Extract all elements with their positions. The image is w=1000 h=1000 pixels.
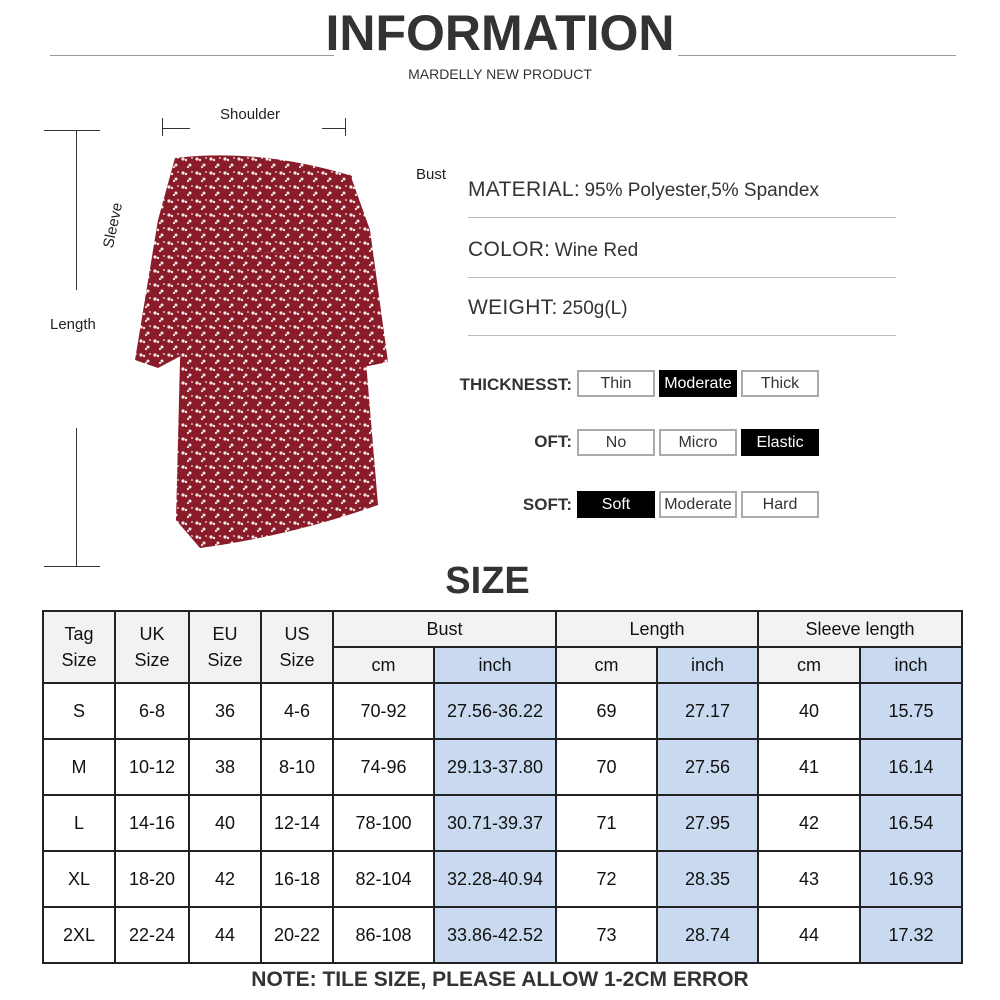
cell-uk: 10-12	[115, 739, 189, 795]
cell-length-cm: 69	[556, 683, 657, 739]
cell-length-inch: 28.35	[657, 851, 758, 907]
cell-length-inch: 27.95	[657, 795, 758, 851]
soft-option-moderate: Moderate	[659, 491, 737, 518]
cell-length-cm: 73	[556, 907, 657, 963]
header-sleeve-length: Sleeve length	[758, 611, 962, 647]
color-row	[468, 238, 896, 278]
cell-sleeve-inch: 16.54	[860, 795, 962, 851]
header-length-cm: cm	[556, 647, 657, 683]
cell-length-inch: 27.56	[657, 739, 758, 795]
material-value: 95% Polyester,5% Spandex	[584, 180, 819, 201]
cell-sleeve-cm: 42	[758, 795, 860, 851]
bust-label: Bust	[416, 166, 447, 183]
cell-length-cm: 72	[556, 851, 657, 907]
table-row	[43, 851, 962, 907]
table-row	[43, 907, 962, 963]
header-length-inch: inch	[657, 647, 758, 683]
cell-tag: XL	[43, 851, 115, 907]
cell-bust-inch: 33.86-42.52	[434, 907, 556, 963]
cell-bust-cm: 86-108	[333, 907, 434, 963]
header-us-size: US Size	[261, 611, 333, 683]
cell-length-cm: 71	[556, 795, 657, 851]
cell-eu: 42	[189, 851, 261, 907]
header-sleeve-cm: cm	[758, 647, 860, 683]
oft-option-no: No	[577, 429, 655, 456]
cell-sleeve-cm: 43	[758, 851, 860, 907]
soft-option-soft: Soft	[577, 491, 655, 518]
table-row	[43, 795, 962, 851]
cell-tag: 2XL	[43, 907, 115, 963]
thickness-option-thick: Thick	[741, 370, 819, 397]
header-length: Length	[556, 611, 758, 647]
cell-bust-inch: 27.56-36.22	[434, 683, 556, 739]
size-table	[42, 610, 963, 964]
color-value: Wine Red	[554, 240, 639, 261]
thickness-option-thin: Thin	[577, 370, 655, 397]
table-row	[43, 683, 962, 739]
header-bust-inch: inch	[434, 647, 556, 683]
cell-tag: M	[43, 739, 115, 795]
cell-sleeve-inch: 17.32	[860, 907, 962, 963]
color-key: COLOR:	[468, 238, 551, 261]
weight-row	[468, 296, 896, 336]
cell-us: 8-10	[261, 739, 333, 795]
cell-length-cm: 70	[556, 739, 657, 795]
shoulder-label: Shoulder	[220, 106, 281, 123]
oft-option-micro: Micro	[659, 429, 737, 456]
cell-sleeve-inch: 16.93	[860, 851, 962, 907]
header-eu-size: EU Size	[189, 611, 261, 683]
cell-us: 16-18	[261, 851, 333, 907]
header-bust: Bust	[333, 611, 556, 647]
cell-us: 20-22	[261, 907, 333, 963]
cell-sleeve-inch: 15.75	[860, 683, 962, 739]
cell-sleeve-cm: 40	[758, 683, 860, 739]
cell-sleeve-cm: 44	[758, 907, 860, 963]
header-bust-cm: cm	[333, 647, 434, 683]
cell-uk: 14-16	[115, 795, 189, 851]
weight-key: WEIGHT:	[468, 296, 558, 319]
length-label: Length	[50, 316, 96, 333]
soft-option-hard: Hard	[741, 491, 819, 518]
dress-diagram	[40, 100, 460, 570]
weight-value: 250g(L)	[562, 298, 628, 319]
cell-uk: 6-8	[115, 683, 189, 739]
page-title: INFORMATION	[325, 5, 675, 61]
cell-sleeve-inch: 16.14	[860, 739, 962, 795]
cell-tag: S	[43, 683, 115, 739]
cell-tag: L	[43, 795, 115, 851]
oft-label: OFT:	[534, 432, 572, 451]
cell-us: 12-14	[261, 795, 333, 851]
material-row	[468, 178, 896, 218]
cell-bust-cm: 78-100	[333, 795, 434, 851]
header-tag-size: Tag Size	[43, 611, 115, 683]
cell-bust-inch: 29.13-37.80	[434, 739, 556, 795]
cell-eu: 36	[189, 683, 261, 739]
material-key: MATERIAL:	[468, 178, 580, 201]
oft-option-elastic: Elastic	[741, 429, 819, 456]
cell-uk: 22-24	[115, 907, 189, 963]
header-uk-size: UK Size	[115, 611, 189, 683]
page-subtitle: MARDELLY NEW PRODUCT	[408, 66, 592, 82]
dress-illustration	[40, 100, 460, 570]
cell-uk: 18-20	[115, 851, 189, 907]
cell-us: 4-6	[261, 683, 333, 739]
cell-bust-cm: 70-92	[333, 683, 434, 739]
cell-eu: 44	[189, 907, 261, 963]
title-divider-right	[678, 55, 956, 56]
cell-bust-inch: 30.71-39.37	[434, 795, 556, 851]
cell-eu: 38	[189, 739, 261, 795]
header-sleeve-inch: inch	[860, 647, 962, 683]
cell-eu: 40	[189, 795, 261, 851]
cell-sleeve-cm: 41	[758, 739, 860, 795]
size-note: NOTE: TILE SIZE, PLEASE ALLOW 1-2CM ERROR	[251, 968, 749, 991]
cell-bust-cm: 74-96	[333, 739, 434, 795]
thickness-option-moderate: Moderate	[659, 370, 737, 397]
cell-length-inch: 28.74	[657, 907, 758, 963]
size-title: SIZE	[445, 560, 530, 602]
cell-length-inch: 27.17	[657, 683, 758, 739]
sleeve-label: Sleeve	[100, 201, 127, 250]
cell-bust-inch: 32.28-40.94	[434, 851, 556, 907]
soft-label: SOFT:	[522, 495, 572, 514]
cell-bust-cm: 82-104	[333, 851, 434, 907]
table-row	[43, 739, 962, 795]
thickness-label: THICKNESST:	[459, 375, 572, 394]
